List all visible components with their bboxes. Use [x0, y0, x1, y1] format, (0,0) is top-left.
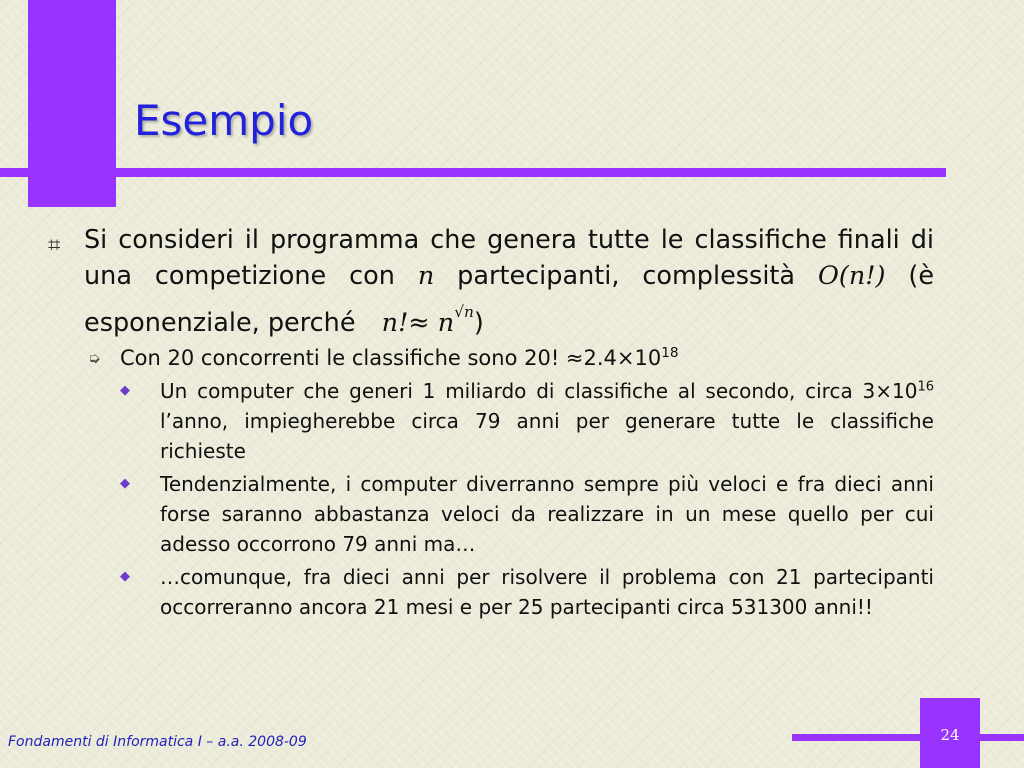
decorative-bottom-line [792, 734, 1024, 741]
bullet-text-2: partecipanti, complessità [434, 261, 818, 291]
bullet-text: Tendenzialmente, i computer diverranno sempre più veloci e fra dieci anni forse saranno abbastanza veloci da realizzare in un mese quello per cui adesso occorrono 79 anni ma… [160, 471, 934, 556]
footer-course: Fondamenti di Informatica I – a.a. 2008-09 [8, 734, 307, 750]
bullet-level3 [44, 562, 934, 622]
bullet-level3 [44, 376, 934, 466]
diamond-bullet-icon: ◆ [120, 568, 130, 584]
bullet-text: Si consideri il programma che genera tutte le classifiche finali di una competizione con [84, 225, 934, 291]
bullet-text-4: ) [473, 307, 484, 338]
slide-content [44, 222, 934, 622]
bullet-level1 [44, 222, 934, 341]
slide-title: Esempio [134, 96, 314, 145]
exponent: 18 [661, 344, 679, 361]
bullet-text: Con 20 concorrenti le classifiche sono 20! ≈2.4×10 [120, 345, 662, 370]
variable-n: n [417, 261, 435, 291]
bullet-text: Un computer che generi 1 miliardo di classifiche al secondo, circa 3×10 [160, 378, 918, 403]
bullet-text: …comunque, fra dieci anni per risolvere il problema con 21 partecipanti occorreranno ancora 21 mesi e per 25 partecipanti circa 531300 anni!! [160, 564, 934, 619]
bullet-text-3: (è esponenziale, perché [84, 261, 935, 338]
formula-exponent: √n [454, 303, 474, 321]
diamond-bullet-icon: ◆ [120, 475, 130, 491]
formula-base: n!≈ n [381, 307, 455, 338]
complexity-formula: O(n!) [817, 261, 886, 291]
decorative-horizontal-bar [0, 168, 946, 177]
bullet-text-2: l’anno, impiegherebbe circa 79 anni per generare tutte le classifiche richieste [160, 408, 934, 463]
exponent: 16 [917, 379, 934, 395]
bullet-level2 [44, 343, 934, 373]
factorial-formula [382, 294, 474, 341]
page-number: 24 [940, 726, 960, 744]
hash-bullet-icon: ⌗ [48, 233, 61, 258]
bullet-level3 [44, 469, 934, 559]
diamond-bullet-icon: ◆ [120, 382, 130, 398]
pointer-bullet-icon: ➭ [88, 348, 101, 367]
